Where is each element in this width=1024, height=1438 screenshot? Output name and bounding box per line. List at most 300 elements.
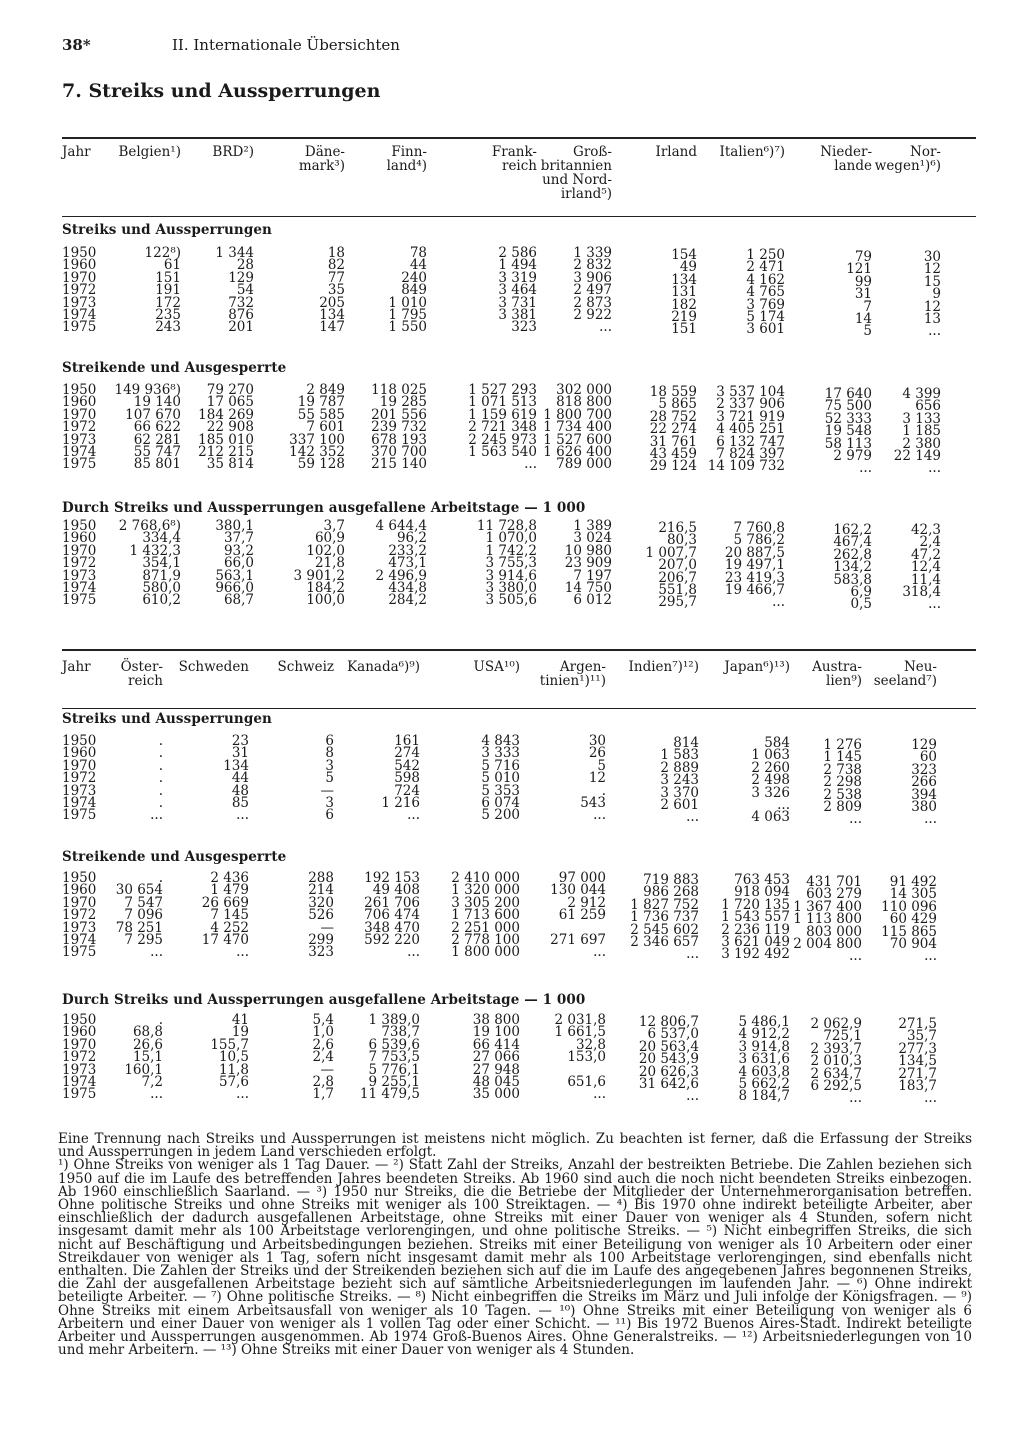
table-cell: 2 979 <box>833 448 872 464</box>
column-header: Irland <box>655 144 697 160</box>
table-cell: 5 662,2 <box>738 1076 790 1092</box>
table-cell: 3 906 <box>573 269 612 286</box>
table-cell: 20 887,5 <box>724 544 785 561</box>
table-cell: 12 <box>588 770 606 787</box>
row-year: 1973 <box>62 782 97 799</box>
table-cell: 100,0 <box>306 592 345 609</box>
table-cell: 2 236 119 <box>721 921 790 938</box>
table-cell: 59 128 <box>297 456 345 473</box>
table-cell: ... <box>849 1090 862 1107</box>
table-cell: 1 720 135 <box>721 896 790 913</box>
table-cell: 8 <box>325 745 334 762</box>
column-header: Japan⁶)¹³) <box>724 659 790 675</box>
table-cell: 2 538 <box>823 786 862 803</box>
table-cell: 99 <box>854 273 872 290</box>
table-cell: 42,3 <box>910 522 941 538</box>
table-cell: 219 <box>671 309 697 325</box>
table-cell: . <box>158 782 163 799</box>
table-cell: 2 004 800 <box>793 936 862 952</box>
table-cell: 814 <box>673 735 699 751</box>
table-cell: 2 849 <box>306 382 345 398</box>
table-cell: 2 498 <box>751 772 790 789</box>
table-cell: 563,1 <box>215 567 254 584</box>
row-year: 1970 <box>62 1036 97 1053</box>
column-header: Austra- lien⁹) <box>812 659 862 689</box>
table-cell: 49 408 <box>372 882 420 899</box>
running-head-text: II. Internationale Übersichten <box>172 36 400 54</box>
row-year: 1960 <box>62 530 97 547</box>
row-year: 1950 <box>62 518 97 534</box>
table-cell: 277,3 <box>898 1040 937 1057</box>
table-cell: 2 346 657 <box>630 934 699 950</box>
footnote-intro: Eine Trennung nach Streiks und Aussperrungen ist meistens nicht möglich. Zu beachten ist ferner, daß die Erfassung der Streiks und Aussperrungen in jedem Land verschieden erfolgt. <box>58 1131 972 1161</box>
table-cell: 3 370 <box>660 784 699 801</box>
table-cell: 191 <box>155 282 181 299</box>
table-cell: 122⁸) <box>144 245 181 261</box>
row-year: 1975 <box>62 456 97 473</box>
column-header: Frank- reich <box>491 144 537 174</box>
table-cell: 19 100 <box>472 1024 520 1041</box>
table-cell: 12,4 <box>910 559 941 576</box>
table-cell: 20 626,3 <box>638 1063 699 1080</box>
page-title: 7. Streiks und Aussperrungen <box>62 80 381 102</box>
table-cell: 3 133 <box>902 410 941 427</box>
table-cell: 2 721 348 <box>468 419 537 436</box>
table-cell: 26,6 <box>132 1036 163 1053</box>
table-cell: 62 281 <box>133 431 181 448</box>
column-header: Argen- tinien¹)¹¹) <box>539 659 606 689</box>
table-cell: 1,0 <box>312 1024 334 1041</box>
row-year: 1950 <box>62 382 97 398</box>
row-year: 1974 <box>62 932 97 948</box>
table-cell: ... <box>150 807 163 824</box>
table-cell: 1,7 <box>312 1086 334 1103</box>
table-cell: 5 010 <box>481 770 520 787</box>
table-cell: 1 800 700 <box>543 406 612 423</box>
table-cell: 3 914,6 <box>485 567 537 584</box>
table-cell: 19 <box>231 1024 249 1041</box>
table-cell: ... <box>849 948 862 965</box>
table-cell: ... <box>150 1086 163 1103</box>
table-cell: 2 922 <box>573 307 612 323</box>
table-cell: 80,3 <box>666 532 697 549</box>
table-cell: 192 153 <box>364 870 420 886</box>
table-cell: 2 497 <box>573 282 612 299</box>
table-cell: 1 185 <box>902 423 941 440</box>
table-cell: 23 909 <box>564 555 612 572</box>
table-cell: 6 292,5 <box>810 1078 862 1094</box>
table-cell: 6 <box>325 733 334 749</box>
table-cell: 149 936⁸) <box>114 382 181 398</box>
table-cell: 26 669 <box>201 894 249 911</box>
table-cell: 580,0 <box>142 580 181 596</box>
table-cell: 3 621 049 <box>721 934 790 950</box>
table-cell: 3,7 <box>323 518 345 534</box>
table-cell: 5 786,2 <box>733 532 785 549</box>
table-cell: 473,1 <box>388 555 427 572</box>
table-cell: 35 <box>327 282 345 299</box>
table-cell: 583,8 <box>833 571 872 588</box>
table-cell: 15 <box>923 273 941 290</box>
table-cell: 334,4 <box>142 530 181 547</box>
table-cell: 5 865 <box>658 396 697 413</box>
table-cell: 302 000 <box>556 382 612 398</box>
table-cell: 2 260 <box>751 759 790 776</box>
table-cell: 323 <box>308 944 334 961</box>
table-cell: 7 824 397 <box>716 446 785 462</box>
table-cell: 155,7 <box>210 1036 249 1053</box>
table-cell: 134,5 <box>898 1053 937 1070</box>
table-cell: 323 <box>511 319 537 336</box>
table-cell: 3 319 <box>498 269 537 286</box>
table-cell: 134 <box>223 757 249 774</box>
table-cell: 239 732 <box>371 419 427 436</box>
table-cell: ... <box>150 944 163 961</box>
table-cell: 14 750 <box>564 580 612 596</box>
table-cell: 1 736 737 <box>630 909 699 926</box>
table-cell: 803 000 <box>806 923 862 940</box>
table-cell: 214 <box>308 882 334 899</box>
table-cell: 262,8 <box>833 546 872 563</box>
table-cell: 2 496,9 <box>375 567 427 584</box>
table-cell: 134 <box>671 271 697 288</box>
table-cell: 61 259 <box>558 907 606 924</box>
table-cell: 68,7 <box>223 592 254 609</box>
table-cell: 6 539,6 <box>368 1036 420 1053</box>
table-cell: 49 <box>679 259 697 276</box>
table-cell: 13 <box>923 311 941 327</box>
table-cell: 763 453 <box>734 872 790 888</box>
table-cell: 134 <box>319 307 345 323</box>
column-header: Schweiz <box>277 659 334 675</box>
table-cell: 142 352 <box>289 444 345 460</box>
row-year: 1972 <box>62 555 97 572</box>
column-header: BRD²) <box>212 144 254 160</box>
table-cell: 467,4 <box>833 534 872 551</box>
row-year: 1970 <box>62 406 97 423</box>
table-cell: 1 145 <box>823 749 862 766</box>
row-year: 1975 <box>62 944 97 961</box>
table-cell: 207,0 <box>658 557 697 574</box>
table-cell: 243 <box>155 319 181 336</box>
table-cell: 37,7 <box>223 530 254 547</box>
table-cell: . <box>158 733 163 749</box>
table-cell: 2 031,8 <box>554 1012 606 1028</box>
table-cell: 70 904 <box>889 936 937 952</box>
table-cell: 107 670 <box>125 406 181 423</box>
section-title: Durch Streiks und Aussperrungen ausgefallene Arbeitstage — 1 000 <box>62 500 586 516</box>
column-header: Indien⁷)¹²) <box>628 659 699 675</box>
table-cell: 3 <box>325 757 334 774</box>
table-cell: 526 <box>308 907 334 924</box>
table-cell: 162,2 <box>833 522 872 538</box>
table-cell: 4 405 251 <box>716 421 785 438</box>
row-year: 1970 <box>62 269 97 286</box>
footnotes <box>58 1133 972 1357</box>
table-cell: 2 832 <box>573 257 612 274</box>
table-cell: 6 <box>325 807 334 824</box>
table-cell: 11 728,8 <box>476 518 537 534</box>
row-year: 1960 <box>62 882 97 899</box>
table-cell: 2 010,3 <box>810 1053 862 1070</box>
table-cell: 12 <box>923 298 941 315</box>
table-cell: ... <box>593 807 606 824</box>
table-cell: 724 <box>394 782 420 799</box>
table-cell: ... <box>686 809 699 826</box>
table-cell: 651,6 <box>567 1074 606 1090</box>
table-cell: 85 801 <box>133 456 181 473</box>
table-cell: 9 <box>932 286 941 303</box>
table-cell: 14 305 <box>889 886 937 903</box>
table-cell: ... <box>772 594 785 611</box>
table-cell: 91 492 <box>889 874 937 890</box>
table-cell: 185 010 <box>198 431 254 448</box>
table-cell: 7 760,8 <box>733 520 785 536</box>
table-cell: 19 787 <box>297 394 345 411</box>
table-cell: 5 174 <box>746 309 785 325</box>
table-cell: 6 012 <box>573 592 612 609</box>
table-cell: 271,7 <box>898 1065 937 1082</box>
year-column-header: Jahr <box>62 659 91 675</box>
table-cell: 0,5 <box>850 596 872 613</box>
row-year: 1975 <box>62 807 97 824</box>
row-year: 1974 <box>62 1074 97 1090</box>
table-cell: 1 800 000 <box>451 944 520 961</box>
table-cell: 12 806,7 <box>638 1014 699 1030</box>
row-year: 1960 <box>62 257 97 274</box>
table-cell: 2,6 <box>312 1036 334 1053</box>
table-cell: 1 367 400 <box>793 898 862 915</box>
table-cell: 738,7 <box>381 1024 420 1041</box>
table-cell: 147 <box>319 319 345 336</box>
row-year: 1973 <box>62 294 97 311</box>
table-cell: 60 <box>919 749 937 766</box>
row-year: 1970 <box>62 542 97 559</box>
table-cell: 656 <box>915 398 941 415</box>
table-cell: . <box>158 757 163 774</box>
table-cell: 44 <box>409 257 427 274</box>
table-cell: 2,4 <box>312 1049 334 1066</box>
section-title: Streikende und Ausgesperrte <box>62 360 287 376</box>
table-cell: 35,7 <box>906 1028 937 1045</box>
table-cell: 52 333 <box>824 410 872 427</box>
table-cell: 1 432,3 <box>129 542 181 559</box>
table-cell: 3 333 <box>481 745 520 762</box>
table-cell: 11,8 <box>218 1061 249 1078</box>
table-cell: 261 706 <box>364 894 420 911</box>
table-cell: 1 827 752 <box>630 896 699 913</box>
table-cell: 78 <box>409 245 427 261</box>
table-cell: 3 381 <box>498 307 537 323</box>
table-cell: 2 809 <box>823 799 862 815</box>
table-top-rule <box>62 137 976 139</box>
table-cell: ... <box>686 1088 699 1105</box>
table-cell: ... <box>928 460 941 477</box>
table-cell: 129 <box>228 269 254 286</box>
table-cell: 2 062,9 <box>810 1016 862 1032</box>
table-cell: 1 527 293 <box>468 382 537 398</box>
table-cell: 318,4 <box>902 584 941 600</box>
table-cell: 431 701 <box>806 874 862 890</box>
table-cell: 11,4 <box>910 571 941 588</box>
table-cell: 31 <box>854 286 872 303</box>
table-cell: ... <box>236 807 249 824</box>
table-cell: 31 761 <box>649 433 697 450</box>
table-cell: 35 000 <box>472 1086 520 1103</box>
table-cell: 118 025 <box>371 382 427 398</box>
table-cell: 121 <box>846 261 872 278</box>
table-cell: 18 <box>327 245 345 261</box>
table-cell: 2 298 <box>823 774 862 791</box>
row-year: 1950 <box>62 733 97 749</box>
table-cell: 2 337 906 <box>716 396 785 413</box>
table-cell: 154 <box>671 247 697 263</box>
table-cell: 27 066 <box>472 1049 520 1066</box>
table-cell: 271,5 <box>898 1016 937 1032</box>
table-cell: 79 270 <box>206 382 254 398</box>
table-cell: 7 547 <box>124 894 163 911</box>
row-year: 1972 <box>62 419 97 436</box>
table-cell: 2 601 <box>660 797 699 813</box>
table-cell: 871,9 <box>142 567 181 584</box>
table-cell: 2 545 602 <box>630 921 699 938</box>
table-cell: 129 <box>911 737 937 753</box>
table-cell: 2 436 <box>210 870 249 886</box>
table-cell: 354,1 <box>142 555 181 572</box>
table-cell: 380 <box>911 799 937 815</box>
table-cell: 30 654 <box>115 882 163 899</box>
table-cell: 1 063 <box>751 747 790 764</box>
column-header: Groß- britannien und Nord- irland⁵) <box>540 144 612 202</box>
table-cell: 732 <box>228 294 254 311</box>
table-cell: 5 716 <box>481 757 520 774</box>
table-cell: 284,2 <box>388 592 427 609</box>
table-cell: 288 <box>308 870 334 886</box>
table-cell: 151 <box>155 269 181 286</box>
table-cell: 380,1 <box>215 518 254 534</box>
table-cell: 22 908 <box>206 419 254 436</box>
table-cell: 19 466,7 <box>724 582 785 598</box>
table-top-rule <box>62 649 976 651</box>
table-cell: 19 285 <box>379 394 427 411</box>
column-header: Däne- mark³) <box>298 144 345 174</box>
table-cell: ... <box>924 811 937 828</box>
row-year: 1950 <box>62 870 97 886</box>
table-cell: 134,2 <box>833 559 872 576</box>
table-cell: 161 <box>394 733 420 749</box>
table-cell: 2 768,6⁸) <box>118 518 181 534</box>
table-cell: 19 497,1 <box>724 557 785 574</box>
table-cell: 7 145 <box>210 907 249 924</box>
table-cell: 1 742,2 <box>485 542 537 559</box>
table-cell: . <box>158 1012 163 1028</box>
table-cell: 725,1 <box>823 1028 862 1045</box>
table-cell: ... <box>599 319 612 336</box>
table-cell: 2 889 <box>660 759 699 776</box>
table-cell: 610,2 <box>142 592 181 609</box>
table-cell: 434,8 <box>388 580 427 596</box>
table-cell: ... <box>407 807 420 824</box>
table-cell: 58 113 <box>824 435 872 452</box>
table-cell: 3 464 <box>498 282 537 299</box>
table-cell: 7 096 <box>124 907 163 924</box>
row-year: 1970 <box>62 894 97 911</box>
table-cell: 215 140 <box>371 456 427 473</box>
column-header: Schweden <box>178 659 249 675</box>
table-cell: 79 <box>854 249 872 265</box>
table-cell: 986 268 <box>643 884 699 901</box>
table-cell: 48 045 <box>472 1074 520 1090</box>
table-cell: 55 747 <box>133 444 181 460</box>
table-cell: 35 814 <box>206 456 254 473</box>
row-year: 1950 <box>62 245 97 261</box>
table-cell: 97 000 <box>558 870 606 886</box>
table-cell: 320 <box>308 894 334 911</box>
table-cell: ... <box>236 944 249 961</box>
table-cell: 201 556 <box>371 406 427 423</box>
table-cell: 21,8 <box>314 555 345 572</box>
table-cell: 240 <box>401 269 427 286</box>
table-cell: 7 295 <box>124 932 163 948</box>
table-cell: ... <box>236 1086 249 1103</box>
table-cell: 598 <box>394 770 420 787</box>
row-year: 1972 <box>62 907 97 924</box>
table-cell: 54 <box>236 282 254 299</box>
column-header: Öster- reich <box>120 659 163 689</box>
row-year: 1970 <box>62 757 97 774</box>
table-cell: 22 274 <box>649 421 697 438</box>
table-cell: 75 500 <box>824 398 872 415</box>
table-cell: 849 <box>401 282 427 299</box>
table-cell: 17 065 <box>206 394 254 411</box>
table-cell: 20 563,4 <box>638 1038 699 1055</box>
row-year: 1960 <box>62 394 97 411</box>
table-cell: . <box>158 770 163 787</box>
table-cell: 1 344 <box>215 245 254 261</box>
table-cell: 8 184,7 <box>738 1088 790 1105</box>
table-cell: 96,2 <box>396 530 427 547</box>
table-cell: ... <box>924 948 937 965</box>
table-cell: 85 <box>231 795 249 811</box>
table-cell: 5 <box>597 757 606 774</box>
table-cell: . <box>158 745 163 762</box>
table-cell: 235 <box>155 307 181 323</box>
table-cell: 6,9 <box>850 584 872 600</box>
table-cell: ... <box>928 596 941 613</box>
table-cell: 82 <box>327 257 345 274</box>
table-cell: 2 586 <box>498 245 537 261</box>
table-cell: 2 912 <box>567 894 606 911</box>
table-cell: 4 912,2 <box>738 1026 790 1043</box>
column-header: Nor- wegen¹)⁶) <box>874 144 941 174</box>
table-cell: 2 738 <box>823 761 862 778</box>
row-year: 1973 <box>62 567 97 584</box>
column-header: Italien⁶)⁷) <box>719 144 785 160</box>
table-cell: 2 410 000 <box>451 870 520 886</box>
row-year: 1974 <box>62 444 97 460</box>
table-cell: 28 752 <box>649 408 697 425</box>
table-cell: 1 113 800 <box>793 911 862 928</box>
table-cell: 18 559 <box>649 384 697 400</box>
table-cell: 295,7 <box>658 594 697 611</box>
table-cell: 1 070,0 <box>485 530 537 547</box>
table-cell: 6 537,0 <box>647 1026 699 1043</box>
table-cell: 274 <box>394 745 420 762</box>
table-cell: 3 380,0 <box>485 580 537 596</box>
table-cell: 2 471 <box>746 259 785 276</box>
table-cell: 17 640 <box>824 386 872 402</box>
table-cell: 394 <box>911 786 937 803</box>
